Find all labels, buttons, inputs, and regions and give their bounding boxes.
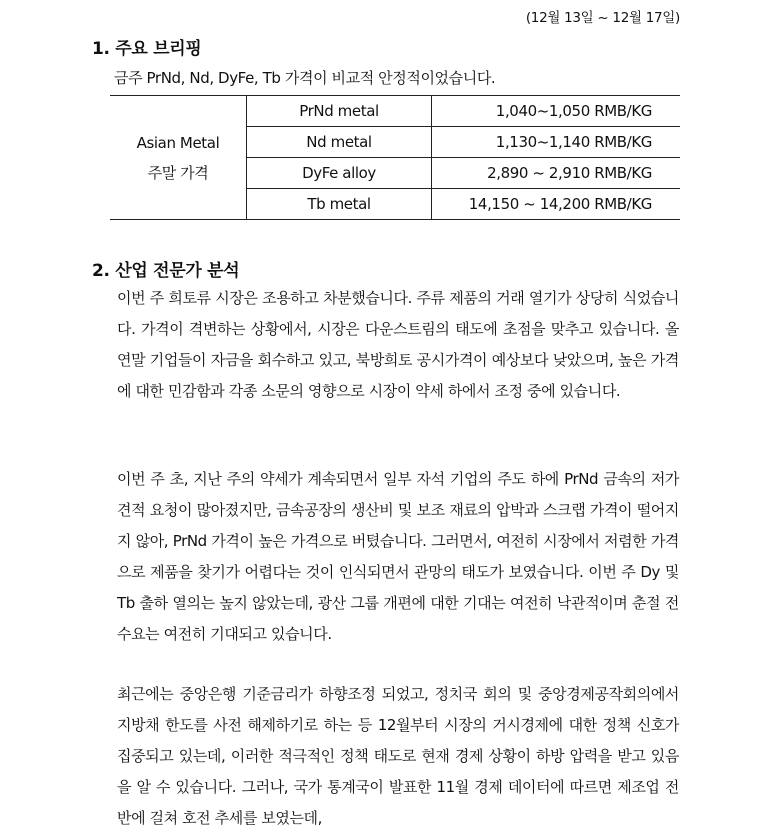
price-source-cell: [110, 96, 247, 220]
product-cell: PrNd metal: [247, 96, 432, 127]
price-cell: 1,040~1,050 RMB/KG: [432, 96, 681, 127]
section-title-analysis: 2. 산업 전문가 분석: [92, 261, 240, 281]
price-source-name: Asian Metal: [136, 133, 220, 152]
price-source-period: 주말 가격: [147, 163, 209, 182]
price-cell: 14,150 ~ 14,200 RMB/KG: [432, 189, 681, 220]
date-range: (12월 13일 ~ 12월 17일): [525, 10, 680, 26]
analysis-paragraph: 최근에는 중앙은행 기준금리가 하향조정 되었고, 정치국 회의 및 중앙경제공작회의에서 지방채 한도를 사전 해제하기로 하는 등 12월부터 시장의 거시경제에 대한 정책 신호가 집중되고 있는데, 이러한 적극적인 정책 태도로 현재 경제 상황이 하방 압력을 받고 있음을 알 수 있습니다. 그러나, 국가 통계국이 발표한 11월 경제 데이터에 따르면 제조업 전반에 걸쳐 호전 추세를 보였는데,: [117, 685, 679, 827]
analysis-paragraph: 이번 주 희토류 시장은 조용하고 차분했습니다. 주류 제품의 거래 열기가 상당히 식었습니다. 가격이 격변하는 상황에서, 시장은 다운스트림의 태도에 초점을 맞추고 있습니다. 올 연말 기업들이 자금을 회수하고 있고, 북방희토 공시가격이 예상보다 낮았으며, 높은 가격에 대한 민감함과 각종 소문의 영향으로 시장이 약세 하에서 조정 중에 있습니다.: [117, 289, 679, 400]
price-table: [110, 95, 680, 220]
price-cell: 2,890 ~ 2,910 RMB/KG: [432, 158, 681, 189]
analysis-paragraph: 이번 주 초, 지난 주의 약세가 계속되면서 일부 자석 기업의 주도 하에 PrNd 금속의 저가 견적 요청이 많아졌지만, 금속공장의 생산비 및 보조 재료의 압박과 스크랩 가격이 떨어지지 않아, PrNd 가격이 높은 가격으로 버텼습니다. 그러면서, 여전히 시장에서 저렴한 가격으로 제품을 찾기가 어렵다는 것이 인식되면서 관망의 태도가 보였습니다. 이번 주 Dy 및 Tb 출하 열의는 높지 않았는데, 광산 그룹 개편에 대한 기대는 여전히 낙관적이며 춘절 전 수요는 여전히 기대되고 있습니다.: [117, 470, 679, 643]
price-cell: 1,130~1,140 RMB/KG: [432, 127, 681, 158]
product-cell: Nd metal: [247, 127, 432, 158]
product-cell: DyFe alloy: [247, 158, 432, 189]
briefing-summary: 금주 PrNd, Nd, DyFe, Tb 가격이 비교적 안정적이었습니다.: [114, 69, 496, 87]
product-cell: Tb metal: [247, 189, 432, 220]
table-row: [110, 96, 680, 127]
section-title-briefing: 1. 주요 브리핑: [92, 39, 202, 59]
